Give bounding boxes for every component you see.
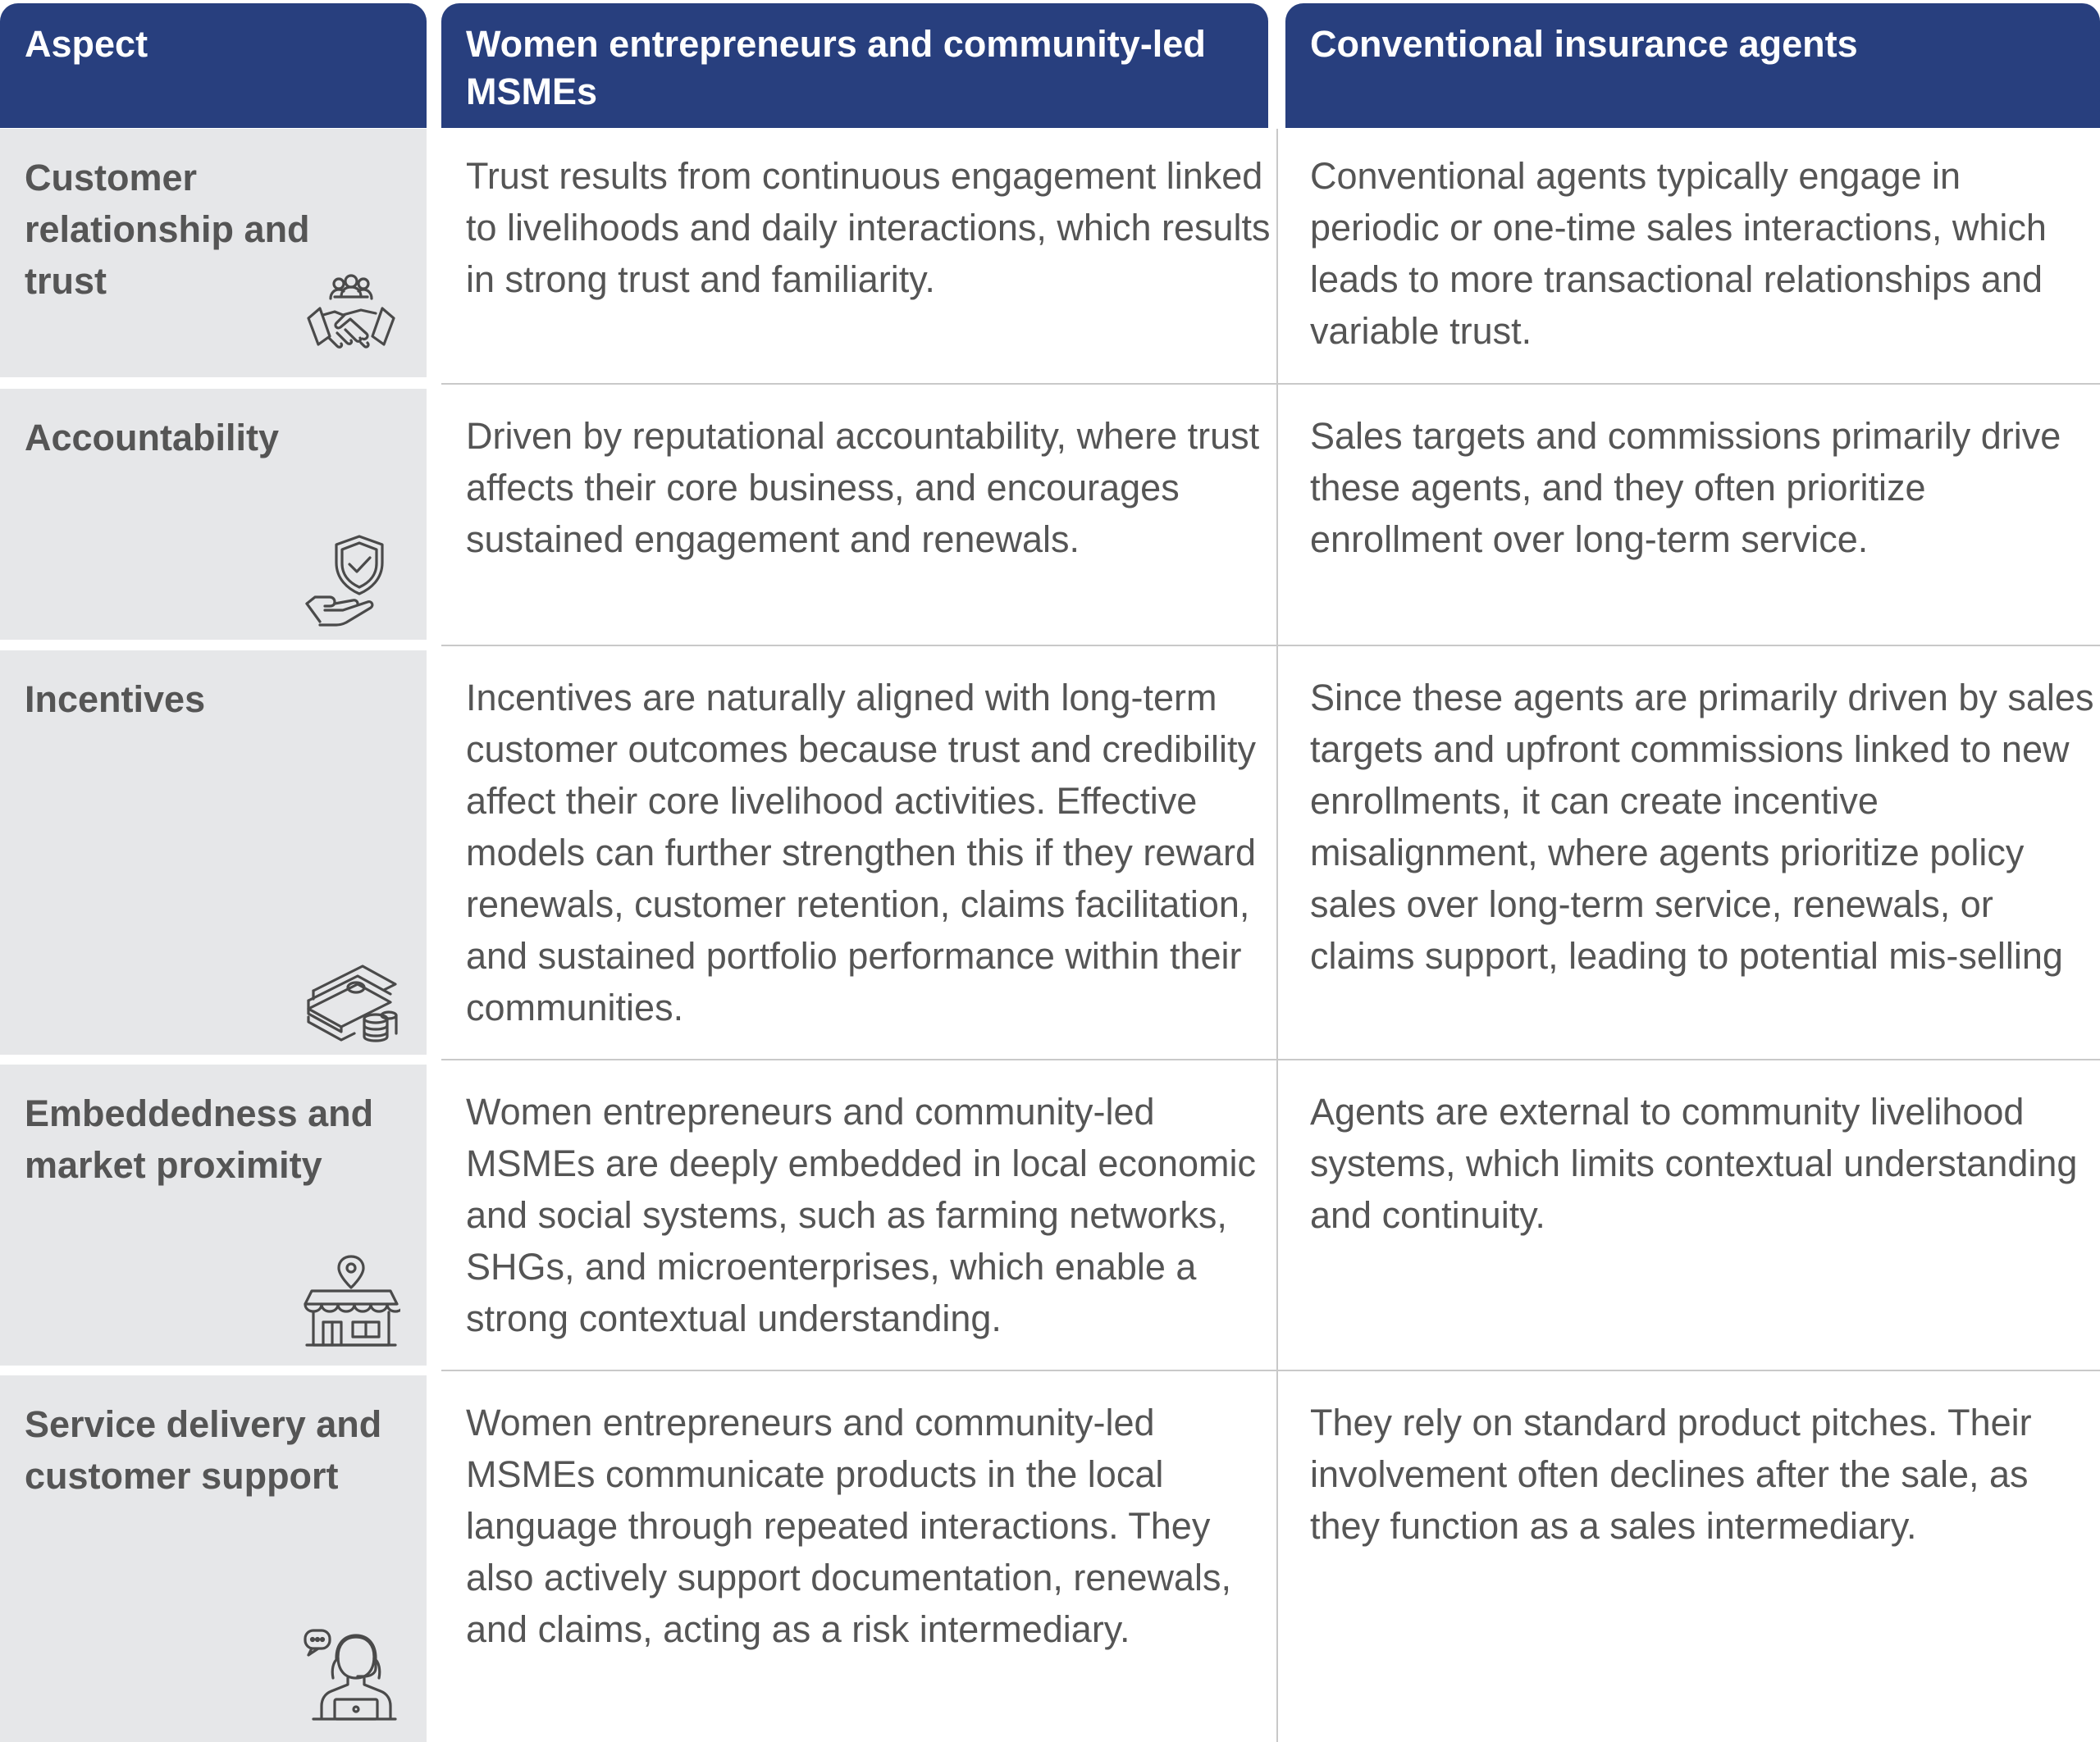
handshake-group-icon xyxy=(302,272,400,371)
header-conventional-agents: Conventional insurance agents xyxy=(1285,3,2100,128)
support-agent-icon xyxy=(302,1626,400,1724)
header-aspect: Aspect xyxy=(0,3,427,128)
women-cell-accountability: Driven by reputational accountability, where trust affects their core business, and encourages sustained engagement and renewals. xyxy=(466,415,1260,560)
aspect-label: Incentives xyxy=(25,678,206,720)
conventional-cell-embeddedness: Agents are external to community livelihood systems, which limits contextual understanding and continuity. xyxy=(1310,1091,2078,1236)
row-divider xyxy=(441,1370,2100,1371)
aspect-label: Customer relationship and trust xyxy=(25,157,310,302)
row-divider xyxy=(441,1059,2100,1060)
shield-hand-icon xyxy=(302,531,400,630)
header-women-entrepreneurs: Women entrepreneurs and community-led MSMEs xyxy=(441,3,1268,128)
conventional-cell-accountability: Sales targets and commissions primarily drive these agents, and they often prioritize enrollment over long-term service. xyxy=(1310,415,2061,560)
women-cell-incentives: Incentives are naturally aligned with long-term customer outcomes because trust and credibility affect their core livelihood activities. Effective models can further strengthen this if they reward renewals, customer retention, claims facilitation, and sustained portfolio performance within their communities. xyxy=(466,677,1256,1028)
store-location-icon xyxy=(302,1253,400,1352)
aspect-label: Service delivery and customer support xyxy=(25,1403,382,1497)
conventional-cell-incentives: Since these agents are primarily driven by sales targets and upfront commissions linked to new enrollments, it can create incentive misalignment, where agents prioritize policy sales over long-term service, renewals, or claims support, leading to potential mis-selling xyxy=(1310,677,2094,977)
conventional-cell-service-delivery: They rely on standard product pitches. Their involvement often declines after the sale, as they function as a sales intermediary. xyxy=(1310,1402,2032,1547)
money-stack-icon xyxy=(302,948,400,1047)
women-cell-embeddedness: Women entrepreneurs and community-led MSMEs are deeply embedded in local economic and social systems, such as farming networks, SHGs, and microenterprises, which enable a strong contextual understanding. xyxy=(466,1091,1256,1339)
women-cell-service-delivery: Women entrepreneurs and community-led MSMEs communicate products in the local language through repeated interactions. They also actively support documentation, renewals, and claims, acting as a risk intermediary. xyxy=(466,1402,1232,1650)
conventional-cell-customer-relationship: Conventional agents typically engage in periodic or one-time sales interactions, which leads to more transactional relationships and variable trust. xyxy=(1310,155,2047,352)
aspect-label: Embeddedness and market proximity xyxy=(25,1092,374,1186)
aspect-label: Accountability xyxy=(25,417,280,458)
row-divider xyxy=(441,645,2100,646)
row-divider xyxy=(441,383,2100,385)
women-cell-customer-relationship: Trust results from continuous engagement linked to livelihoods and daily interactions, which results in strong trust and familiarity. xyxy=(466,155,1271,300)
